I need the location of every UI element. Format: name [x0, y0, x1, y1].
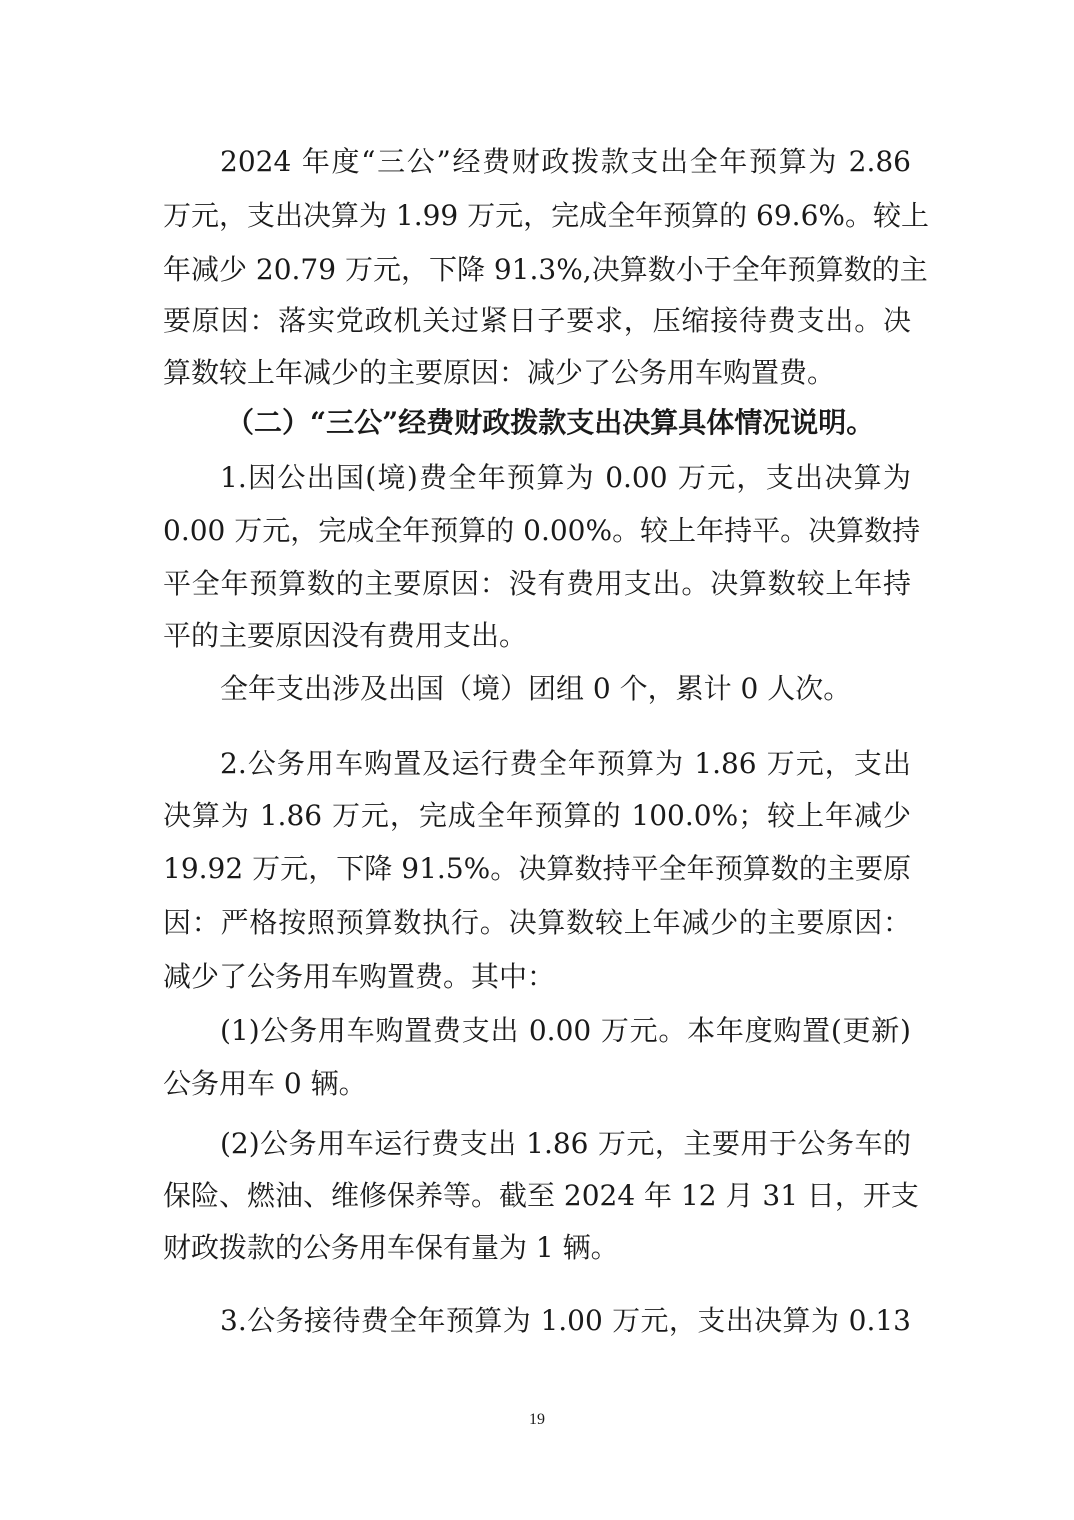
paragraph-line: (2)公务用车运行费支出 1.86 万元，主要用于公务车的	[220, 1127, 911, 1160]
paragraph-line: 平的主要原因没有费用支出。	[163, 619, 528, 652]
paragraph-line: 决算为 1.86 万元，完成全年预算的 100.0%；较上年减少	[163, 799, 911, 832]
paragraph-line: (1)公务用车购置费支出 0.00 万元。本年度购置(更新)	[220, 1014, 911, 1047]
paragraph-line: 0.00 万元，完成全年预算的 0.00%。较上年持平。决算数持	[163, 514, 921, 547]
paragraph-line: 万元，支出决算为 1.99 万元，完成全年预算的 69.6%。较上	[163, 199, 929, 232]
paragraph-line: 公务用车 0 辆。	[163, 1067, 367, 1100]
paragraph-line: 因：严格按照预算数执行。决算数较上年减少的主要原因：	[163, 906, 911, 939]
paragraph-line: 减少了公务用车购置费。其中：	[163, 960, 556, 993]
paragraph-line: 3.公务接待费全年预算为 1.00 万元，支出决算为 0.13	[220, 1304, 911, 1337]
paragraph-line: 1.因公出国(境)费全年预算为 0.00 万元，支出决算为	[220, 461, 911, 494]
paragraph-line: 全年支出涉及出国（境）团组 0 个，累计 0 人次。	[220, 672, 852, 705]
paragraph-line: 财政拨款的公务用车保有量为 1 辆。	[163, 1231, 619, 1264]
paragraph-line: 算数较上年减少的主要原因：减少了公务用车购置费。	[163, 356, 836, 389]
paragraph-line: 19.92 万元，下降 91.5%。决算数持平全年预算数的主要原	[163, 852, 911, 885]
paragraph-line: 要原因：落实党政机关过紧日子要求，压缩接待费支出。决	[163, 304, 911, 337]
paragraph-line: 平全年预算数的主要原因：没有费用支出。决算数较上年持	[163, 567, 911, 600]
paragraph-line: 2024 年度“三公”经费财政拨款支出全年预算为 2.86	[220, 145, 911, 178]
paragraph-line: 保险、燃油、维修保养等。截至 2024 年 12 月 31 日，开支	[163, 1179, 919, 1212]
page-number: 19	[529, 1411, 545, 1428]
paragraph-line: 2.公务用车购置及运行费全年预算为 1.86 万元，支出	[220, 747, 911, 780]
paragraph-line: 年减少 20.79 万元，下降 91.3%,决算数小于全年预算数的主	[163, 253, 928, 286]
section-heading: （二）“三公”经费财政拨款支出决算具体情况说明。	[226, 406, 875, 439]
